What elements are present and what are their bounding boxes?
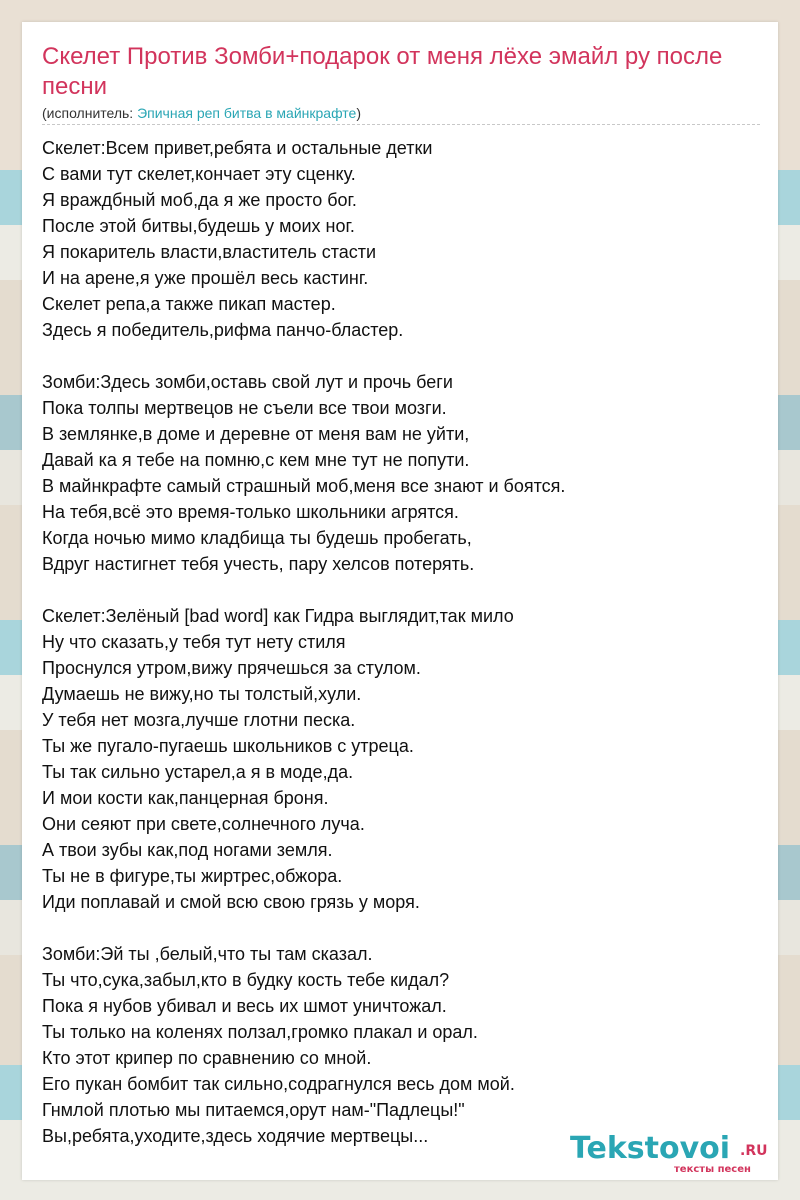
lyric-line: Думаешь не вижу,но ты толстый,хули. — [42, 684, 362, 704]
lyric-line — [42, 343, 762, 369]
artist-line — [42, 104, 760, 125]
lyric-line: В майнкрафте самый страшный моб,меня все знают и боятся. — [42, 476, 566, 496]
lyric-line: Скелет:Всем привет,ребята и остальные детки — [42, 138, 433, 158]
lyric-line: Ты же пугало-пугаешь школьников с утреца. — [42, 736, 414, 756]
lyric-line: Давай ка я тебе на помню,с кем мне тут не попути. — [42, 450, 470, 470]
song-title: Скелет Против Зомби+подарок от меня лёхе эмайл ру после песни — [42, 43, 723, 100]
lyric-line: Его пукан бомбит так сильно,содрагнулся весь дом мой. — [42, 1074, 515, 1094]
lyric-line: Вы,ребята,уходите,здесь ходячие мертвецы... — [42, 1126, 429, 1146]
lyric-line: Ты что,сука,забыл,кто в будку кость тебе кидал? — [42, 970, 450, 990]
artist-link[interactable]: Эпичная реп битва в майнкрафте — [137, 105, 357, 121]
lyric-line: Гнмлой плотью мы питаемся,орут нам-"Падлецы!" — [42, 1100, 465, 1120]
lyric-line: Скелет:Зелёный [bad word] как Гидра выглядит,так мило — [42, 606, 514, 626]
lyric-line: Вдруг настигнет тебя учесть, пару хелсов потерять. — [42, 554, 475, 574]
lyric-line: С вами тут скелет,кончает эту сценку. — [42, 164, 356, 184]
lyric-line: И на арене,я уже прошёл весь кастинг. — [42, 268, 369, 288]
lyric-line: Я враждбный моб,да я же просто бог. — [42, 190, 357, 210]
lyric-line: Здесь я победитель,рифма панчо-бластер. — [42, 320, 404, 340]
site-logo[interactable] — [570, 1132, 780, 1176]
lyric-line: Проснулся утром,вижу прячешься за стулом. — [42, 658, 421, 678]
lyric-line: Ты так сильно устарел,а я в моде,да. — [42, 762, 354, 782]
lyric-line: Пока я нубов убивал и весь их шмот уничтожал. — [42, 996, 447, 1016]
lyric-line: А твои зубы как,под ногами земля. — [42, 840, 333, 860]
lyric-line — [42, 577, 762, 603]
lyric-line: Кто этот крипер по сравнению со мной. — [42, 1048, 372, 1068]
lyric-line — [42, 915, 762, 941]
artist-prefix: (исполнитель: — [42, 105, 138, 121]
logo-name: Tekstovoi — [570, 1131, 731, 1166]
logo-tld: .RU — [740, 1143, 768, 1159]
lyric-line: Пока толпы мертвецов не съели все твои мозги. — [42, 398, 447, 418]
lyric-line: Они сеяют при свете,солнечного луча. — [42, 814, 365, 834]
lyric-line: Иди поплавай и смой всю свою грязь у моря. — [42, 892, 420, 912]
artist-suffix: ) — [356, 105, 362, 121]
lyric-line: Зомби:Здесь зомби,оставь свой лут и прочь беги — [42, 372, 453, 392]
lyric-line: Ну что сказать,у тебя тут нету стиля — [42, 632, 346, 652]
lyric-line: И мои кости как,панцерная броня. — [42, 788, 329, 808]
lyric-line: Я покаритель власти,властитель стасти — [42, 242, 377, 262]
lyric-line: Зомби:Эй ты ,белый,что ты там сказал. — [42, 944, 373, 964]
lyric-line: В землянке,в доме и деревне от меня вам не уйти, — [42, 424, 470, 444]
lyric-line: На тебя,всё это время-только школьники агрятся. — [42, 502, 459, 522]
lyrics-text — [42, 135, 762, 1149]
lyric-line: Когда ночью мимо кладбища ты будешь пробегать, — [42, 528, 472, 548]
lyric-line: Ты только на коленях ползал,громко плакал и орал. — [42, 1022, 478, 1042]
lyrics-card — [22, 22, 778, 1180]
logo-tagline: тексты песен — [674, 1164, 751, 1175]
lyric-line: Ты не в фигуре,ты жиртрес,обжора. — [42, 866, 343, 886]
lyric-line: У тебя нет мозга,лучше глотни песка. — [42, 710, 356, 730]
lyric-line: Скелет репа,а также пикап мастер. — [42, 294, 336, 314]
lyric-line: После этой битвы,будешь у моих ног. — [42, 216, 355, 236]
